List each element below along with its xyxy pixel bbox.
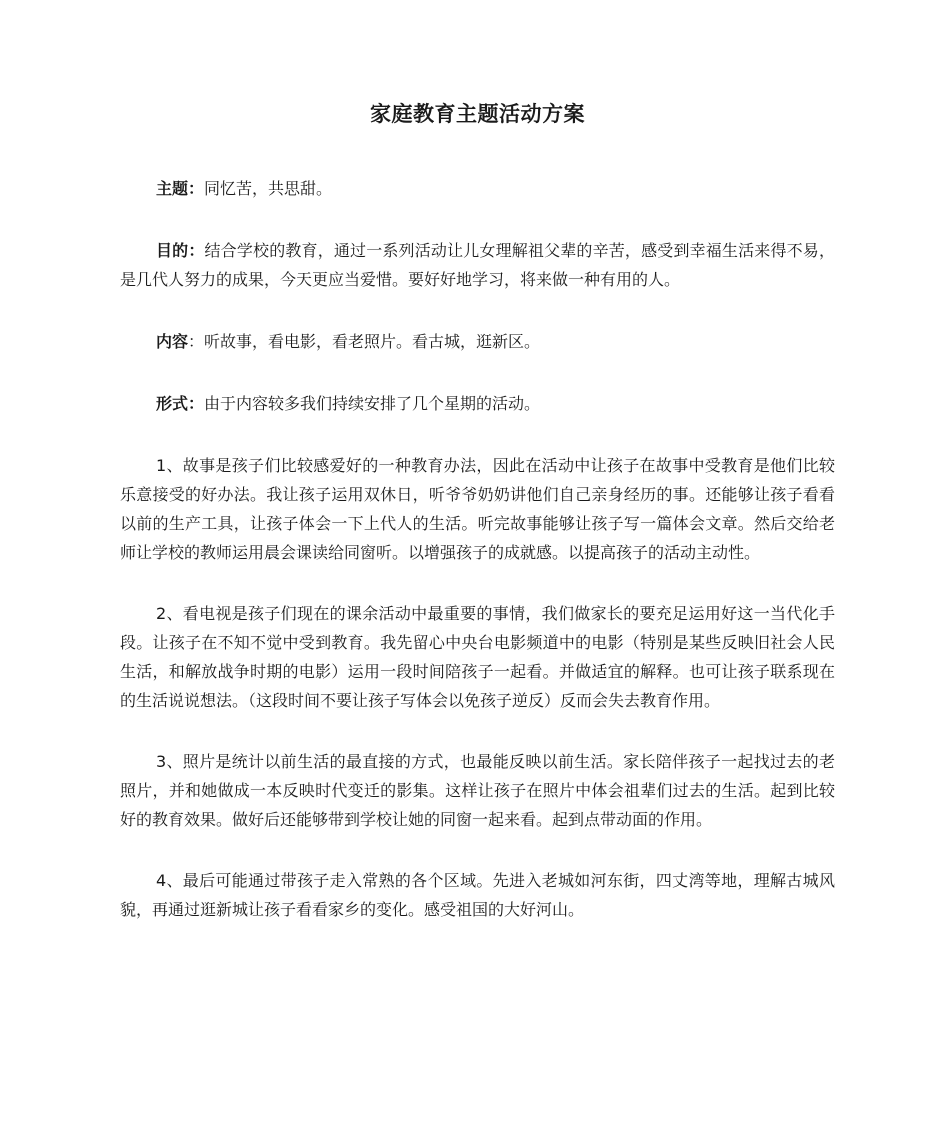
document-page — [120, 96, 835, 956]
theme-paragraph — [120, 174, 835, 203]
form-text: 由于内容较多我们持续安排了几个星期的活动。 — [204, 394, 541, 413]
form-paragraph — [120, 389, 835, 418]
purpose-paragraph — [120, 236, 835, 294]
item-paragraph-2: 2、看电视是孩子们现在的课余活动中最重要的事情，我们做家长的要充足运用好这一当代化手段。让孩子在不知不觉中受到教育。我先留心中央台电影频道中的电影（特别是某些反映旧社会人民生活，和解放战争时期的电影）运用一段时间陪孩子一起看。并做适宜的解释。也可让孩子联系现在的生活说说想法。（这段时间不要让孩子写体会以免孩子逆反）反而会失去教育作用。 — [120, 604, 835, 710]
purpose-text: 结合学校的教育，通过一系列活动让儿女理解祖父辈的辛苦，感受到幸福生活来得不易，是几代人努力的成果，今天更应当爱惜。要好好地学习，将来做一种有用的人。 — [120, 241, 835, 289]
theme-label: 主题： — [156, 179, 205, 198]
content-label: 内容 — [156, 332, 189, 351]
content-paragraph — [120, 327, 835, 356]
theme-text: 同忆苦，共思甜。 — [204, 179, 333, 198]
item-paragraph-3: 3、照片是统计以前生活的最直接的方式，也最能反映以前生活。家长陪伴孩子一起找过去的老照片，并和她做成一本反映时代变迁的影集。这样让孩子在照片中体会祖辈们过去的生活。起到比较好的教育效果。做好后还能够带到学校让她的同窗一起来看。起到点带动面的作用。 — [120, 752, 835, 829]
document-title: 家庭教育主题活动方案 — [370, 102, 585, 126]
form-label: 形式： — [156, 394, 205, 413]
purpose-label: 目的： — [156, 241, 205, 260]
item-paragraph-4: 4、最后可能通过带孩子走入常熟的各个区域。先进入老城如河东街，四丈湾等地，理解古城风貌，再通过逛新城让孩子看看家乡的变化。感受祖国的大好河山。 — [120, 871, 835, 919]
content-text: ：听故事，看电影，看老照片。看古城，逛新区。 — [188, 332, 541, 351]
item-paragraph-1: 1、故事是孩子们比较感爱好的一种教育办法，因此在活动中让孩子在故事中受教育是他们比较乐意接受的好办法。我让孩子运用双休日，听爷爷奶奶讲他们自己亲身经历的事。还能够让孩子看看以前的生产工具，让孩子体会一下上代人的生活。听完故事能够让孩子写一篇体会文章。然后交给老师让学校的教师运用晨会课读给同窗听。以增强孩子的成就感。以提高孩子的活动主动性。 — [120, 456, 835, 562]
